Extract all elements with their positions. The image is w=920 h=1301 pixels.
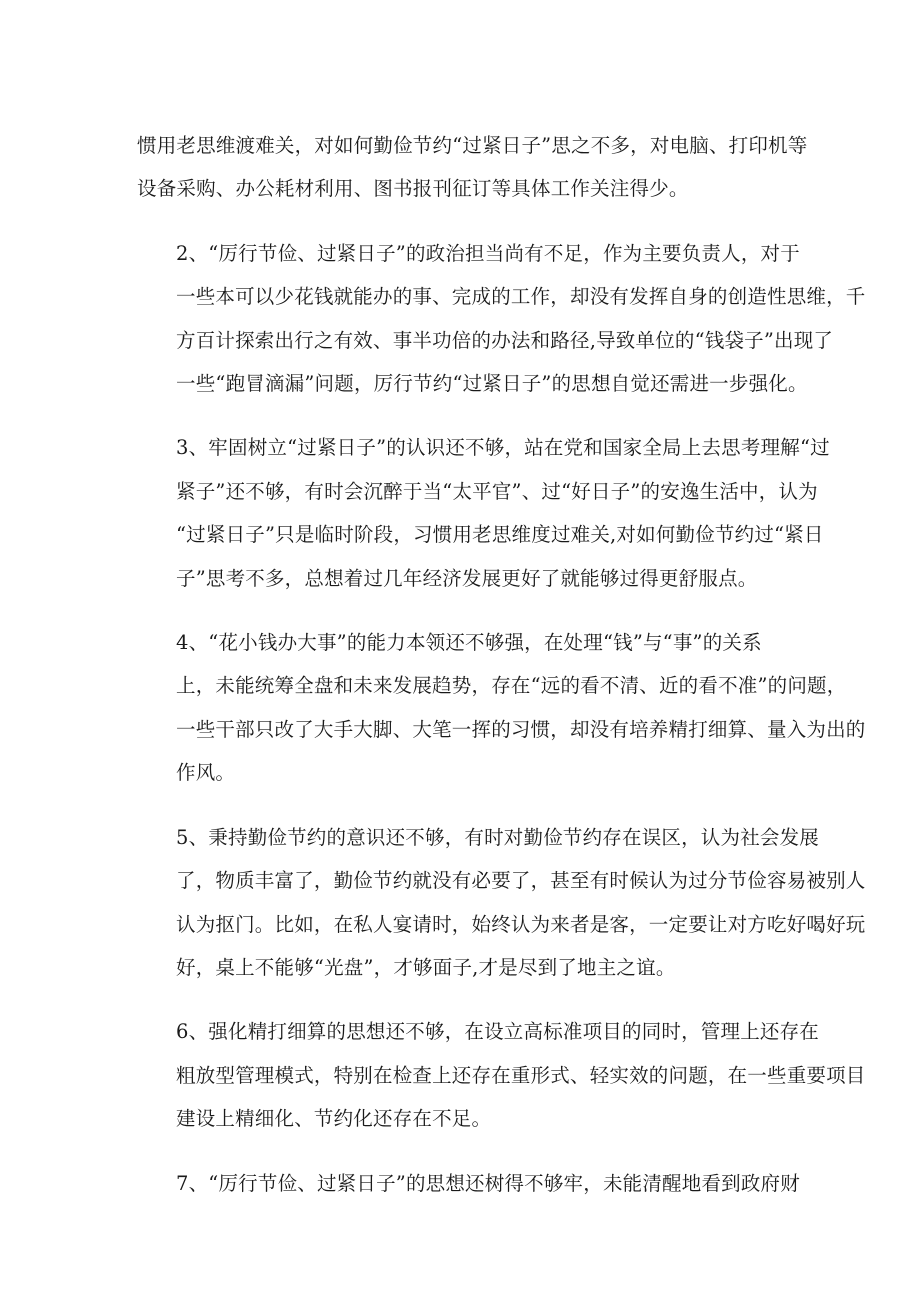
- paragraph-line: 一些干部只改了大手大脚、大笔一挥的习惯，却没有培养精打细算、量入为出的: [176, 717, 866, 741]
- paragraph-line: 设备采购、办公耗材利用、图书报刊征订等具体工作关注得少。: [137, 177, 689, 201]
- paragraph-5: [137, 816, 866, 990]
- paragraph-4: [137, 621, 866, 795]
- paragraph-line: 5、秉持勤俭节约的意识还不够，有时对勤俭节约存在误区，认为社会发展: [176, 825, 820, 849]
- paragraph-line: 一些“跑冒滴漏”问题，厉行节约“过紧日子”的思想自觉还需进一步强化。: [176, 372, 808, 396]
- paragraph-line: 了，物质丰富了，勤俭节约就没有必要了，甚至有时候认为过分节俭容易被别人: [176, 869, 866, 893]
- paragraph-line: 紧子”还不够，有时会沉醉于当“太平官”、过“好日子”的安逸生活中，认为: [176, 479, 818, 503]
- paragraph-line: 作风。: [176, 761, 236, 785]
- paragraph-line: 子”思考不多，总想着过几年经济发展更好了就能够过得更舒服点。: [176, 566, 758, 590]
- paragraph-line: 粗放型管理模式，特别在检查上还存在重形式、轻实效的问题，在一些重要项目: [176, 1063, 866, 1087]
- paragraph-line: 2、“厉行节俭、过紧日子”的政治担当尚有不足，作为主要负责人，对于: [176, 241, 800, 265]
- paragraph-1: [137, 124, 808, 211]
- paragraph-line: 惯用老思维渡难关，对如何勤俭节约“过紧日子”思之不多，对电脑、打印机等: [137, 134, 808, 157]
- paragraph-7: [137, 1162, 800, 1205]
- paragraph-line: 4、“花小钱办大事”的能力本领还不够强，在处理“钱”与“事”的关系: [176, 631, 762, 655]
- paragraph-line: “过紧日子”只是临时阶段，习惯用老思维度过难关,对如何勤俭节约过“紧日: [176, 523, 824, 547]
- paragraph-6: [137, 1010, 866, 1140]
- paragraph-line: 上，未能统筹全盘和未来发展趋势，存在“远的看不清、近的看不准”的问题，: [176, 674, 847, 698]
- paragraph-line: 7、“厉行节俭、过紧日子”的思想还树得不够牢，未能清醒地看到政府财: [176, 1171, 800, 1195]
- paragraph-line: 3、牢固树立“过紧日子”的认识还不够，站在党和国家全局上去思考理解“过: [176, 436, 830, 460]
- paragraph-line: 认为抠门。比如，在私人宴请时，始终认为来者是客，一定要让对方吃好喝好玩: [176, 912, 866, 936]
- paragraph-line: 6、强化精打细算的思想还不够，在设立高标准项目的同时，管理上还存在: [176, 1020, 820, 1044]
- paragraph-line: 一些本可以少花钱就能办的事、完成的工作，却没有发挥自身的创造性思维，千: [176, 285, 866, 309]
- document-body: [137, 124, 866, 1226]
- paragraph-line: 方百计探索出行之有效、事半功倍的办法和路径,导致单位的“钱袋子”出现了: [176, 328, 834, 352]
- paragraph-2: [137, 232, 866, 406]
- paragraph-3: [137, 426, 830, 600]
- paragraph-line: 好，桌上不能够“光盘”，才够面子,才是尽到了地主之谊。: [176, 955, 676, 979]
- paragraph-line: 建设上精细化、节约化还存在不足。: [176, 1107, 492, 1131]
